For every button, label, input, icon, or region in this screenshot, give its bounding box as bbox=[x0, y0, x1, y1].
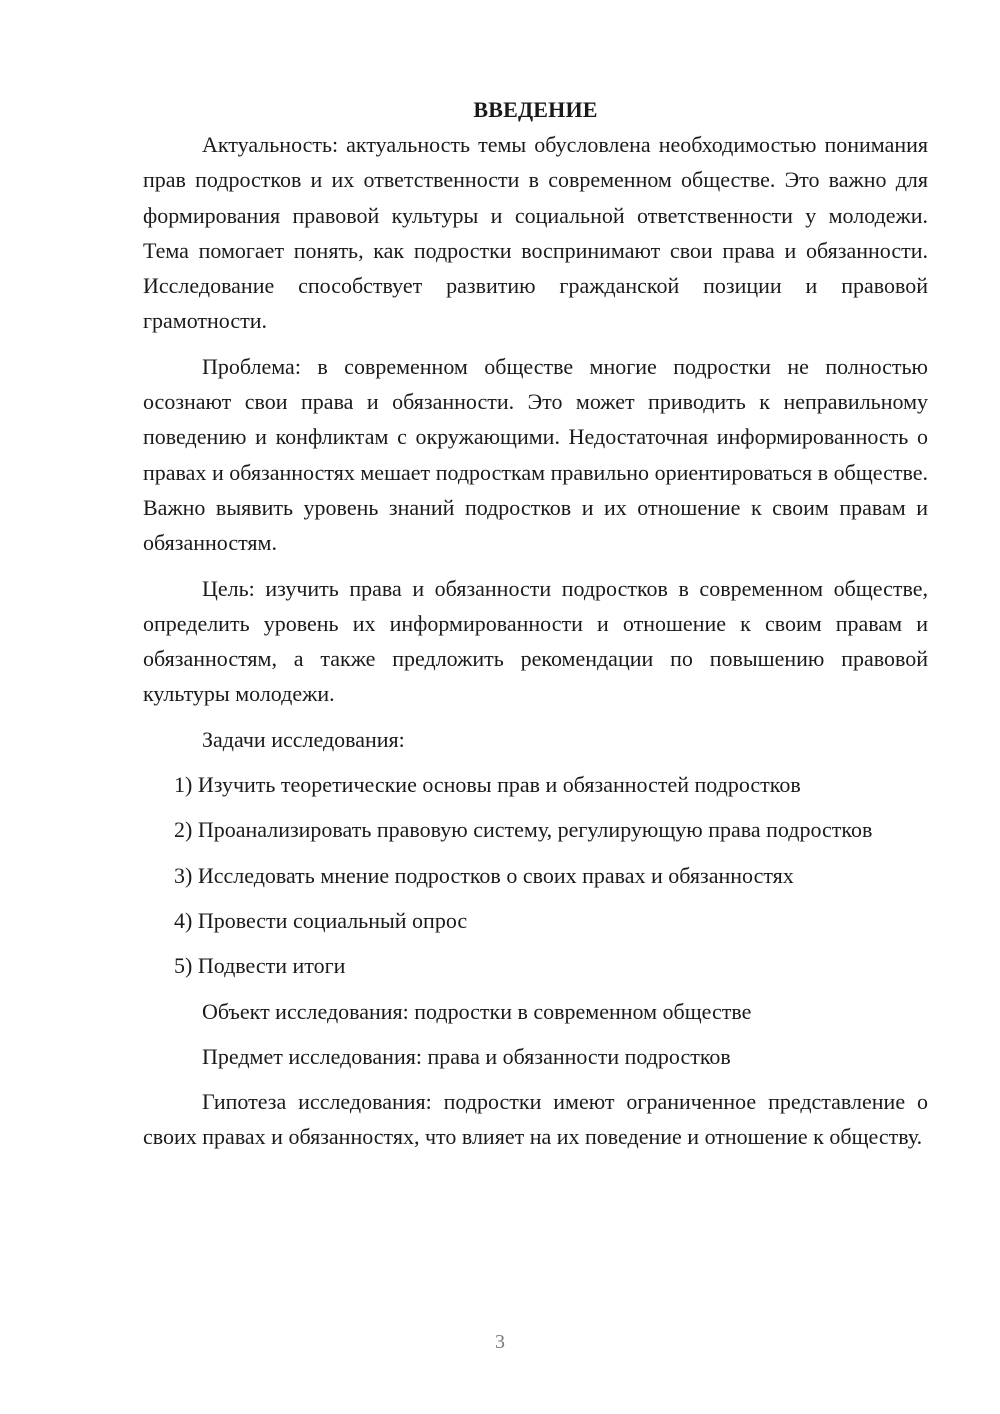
page-number: 3 bbox=[495, 1331, 505, 1353]
paragraph-subject: Предмет исследования: права и обязанности подростков bbox=[202, 1043, 731, 1069]
task-item-2: 2) Проанализировать правовую систему, регулирующую права подростков bbox=[174, 817, 873, 843]
paragraph-goal: Цель: изучить права и обязанности подростков в современном обществе, определить уровень их информированности и отношение к своим правам и обязанностям, а также предложить рекомендации по повышению правовой культуры молодежи. bbox=[143, 575, 928, 707]
paragraph-relevance: Актуальность: актуальность темы обусловлена необходимостью понимания прав подростков и их ответственности в современном обществе. Это важно для формирования правовой культуры и социальной ответственности у молодежи. Тема помогает понять, как подростки воспринимают свои права и обязанности. Исследование способствует развитию гражданской позиции и правовой грамотности. bbox=[143, 132, 928, 334]
task-item-4: 4) Провести социальный опрос bbox=[174, 907, 468, 933]
task-item-5: 5) Подвести итоги bbox=[174, 953, 346, 979]
task-item-1: 1) Изучить теоретические основы прав и обязанностей подростков bbox=[174, 772, 801, 798]
page-title: ВВЕДЕНИЕ bbox=[473, 97, 598, 122]
paragraph-problem: Проблема: в современном обществе многие подростки не полностью осознают свои права и обязанности. Это может приводить к неправильному поведению и конфликтам с окружающими. Недостаточная информированность о правах и обязанностях мешает подросткам правильно ориентироваться в обществе. Важно выявить уровень знаний подростков и их отношение к своим правам и обязанностям. bbox=[143, 353, 928, 556]
document-page bbox=[143, 92, 928, 1165]
task-item-3: 3) Исследовать мнение подростков о своих правах и обязанностях bbox=[174, 862, 794, 888]
paragraph-hypothesis: Гипотеза исследования: подростки имеют ограниченное представление о своих правах и обязанностях, что влияет на их поведение и отношение к обществу. bbox=[143, 1089, 928, 1150]
tasks-heading: Задачи исследования: bbox=[202, 726, 405, 752]
paragraph-object: Объект исследования: подростки в современном обществе bbox=[202, 998, 752, 1024]
